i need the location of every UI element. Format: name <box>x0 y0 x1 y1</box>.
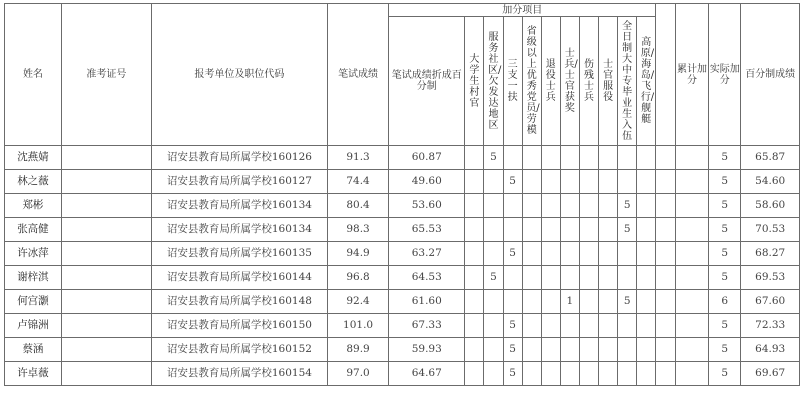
cell-c5 <box>541 362 560 386</box>
header-bonus-5: 退役士兵 <box>541 17 560 146</box>
cell-c2 <box>484 362 503 386</box>
cell-c4 <box>522 362 541 386</box>
cell-c3: 5 <box>503 170 522 194</box>
cell-actual: 5 <box>709 242 741 266</box>
cell-c2 <box>484 338 503 362</box>
cell-actual: 5 <box>709 266 741 290</box>
cell-total <box>675 338 708 362</box>
cell-unit: 诏安县教育局所属学校160126 <box>151 146 327 170</box>
cell-c4 <box>522 290 541 314</box>
cell-c1 <box>465 362 484 386</box>
cell-c2 <box>484 194 503 218</box>
cell-actual: 5 <box>709 314 741 338</box>
cell-total <box>675 266 708 290</box>
cell-c3 <box>503 194 522 218</box>
cell-c10 <box>637 362 656 386</box>
cell-c3 <box>503 290 522 314</box>
cell-final: 67.60 <box>741 290 800 314</box>
cell-c4 <box>522 242 541 266</box>
cell-c3 <box>503 218 522 242</box>
cell-final: 69.67 <box>741 362 800 386</box>
table-body <box>5 4 800 386</box>
cell-written: 91.3 <box>327 146 388 170</box>
cell-c7 <box>579 266 598 290</box>
cell-c1 <box>465 266 484 290</box>
cell-c4 <box>522 218 541 242</box>
cell-c6 <box>560 146 579 170</box>
cell-written: 89.9 <box>327 338 388 362</box>
cell-c9: 5 <box>618 290 637 314</box>
cell-written: 97.0 <box>327 362 388 386</box>
cell-name: 沈燕婧 <box>5 146 62 170</box>
cell-c8 <box>599 218 618 242</box>
cell-c8 <box>599 338 618 362</box>
cell-total <box>675 290 708 314</box>
cell-exam-no <box>61 314 151 338</box>
table-row <box>5 170 800 194</box>
cell-c3: 5 <box>503 314 522 338</box>
cell-c2 <box>484 242 503 266</box>
cell-c3 <box>503 146 522 170</box>
cell-name: 卢锦洲 <box>5 314 62 338</box>
header-spacer <box>656 4 676 146</box>
cell-final: 54.60 <box>741 170 800 194</box>
cell-c9 <box>618 362 637 386</box>
table-row <box>5 218 800 242</box>
cell-final: 69.53 <box>741 266 800 290</box>
cell-c8 <box>599 290 618 314</box>
cell-unit: 诏安县教育局所属学校160134 <box>151 218 327 242</box>
cell-final: 64.93 <box>741 338 800 362</box>
cell-c10 <box>637 314 656 338</box>
cell-c7 <box>579 314 598 338</box>
cell-c10 <box>637 170 656 194</box>
cell-exam-no <box>61 170 151 194</box>
cell-c7 <box>579 194 598 218</box>
cell-exam-no <box>61 266 151 290</box>
cell-spacer <box>656 146 676 170</box>
cell-c4 <box>522 146 541 170</box>
cell-unit: 诏安县教育局所属学校160135 <box>151 242 327 266</box>
cell-c7 <box>579 290 598 314</box>
cell-unit: 诏安县教育局所属学校160127 <box>151 170 327 194</box>
cell-written: 94.9 <box>327 242 388 266</box>
cell-c2 <box>484 218 503 242</box>
cell-pct: 63.27 <box>389 242 465 266</box>
cell-total <box>675 314 708 338</box>
cell-actual: 6 <box>709 290 741 314</box>
cell-c6 <box>560 314 579 338</box>
cell-c1 <box>465 218 484 242</box>
cell-c4 <box>522 170 541 194</box>
cell-c1 <box>465 170 484 194</box>
cell-exam-no <box>61 290 151 314</box>
cell-actual: 5 <box>709 194 741 218</box>
cell-c9 <box>618 242 637 266</box>
header-exam-no: 准考证号 <box>61 4 151 146</box>
cell-spacer <box>656 194 676 218</box>
header-bonus-7: 伤残士兵 <box>579 17 598 146</box>
cell-pct: 53.60 <box>389 194 465 218</box>
header-bonus-group: 加分项目 <box>389 4 656 17</box>
cell-c1 <box>465 338 484 362</box>
cell-c9: 5 <box>618 194 637 218</box>
cell-name: 何宫灏 <box>5 290 62 314</box>
cell-total <box>675 146 708 170</box>
cell-spacer <box>656 242 676 266</box>
header-name: 姓名 <box>5 4 62 146</box>
cell-spacer <box>656 290 676 314</box>
cell-c5 <box>541 266 560 290</box>
cell-c9 <box>618 266 637 290</box>
cell-actual: 5 <box>709 170 741 194</box>
cell-c9 <box>618 338 637 362</box>
cell-name: 谢梓淇 <box>5 266 62 290</box>
cell-spacer <box>656 218 676 242</box>
cell-c5 <box>541 314 560 338</box>
cell-c9 <box>618 170 637 194</box>
cell-exam-no <box>61 242 151 266</box>
cell-c5 <box>541 194 560 218</box>
header-unit: 报考单位及职位代码 <box>151 4 327 146</box>
cell-c10 <box>637 338 656 362</box>
cell-c1 <box>465 146 484 170</box>
cell-name: 许卓薇 <box>5 362 62 386</box>
header-bonus-pct: 笔试成绩折成百分制 <box>389 17 465 146</box>
cell-c5 <box>541 170 560 194</box>
header-bonus-9: 全日制大中专毕业生入伍 <box>618 17 637 146</box>
cell-c7 <box>579 146 598 170</box>
cell-pct: 60.87 <box>389 146 465 170</box>
cell-c4 <box>522 314 541 338</box>
cell-pct: 61.60 <box>389 290 465 314</box>
cell-total <box>675 242 708 266</box>
cell-written: 96.8 <box>327 266 388 290</box>
cell-c7 <box>579 362 598 386</box>
cell-c2: 5 <box>484 266 503 290</box>
score-table <box>4 3 800 386</box>
cell-unit: 诏安县教育局所属学校160154 <box>151 362 327 386</box>
cell-name: 张高健 <box>5 218 62 242</box>
cell-name: 郑彬 <box>5 194 62 218</box>
header-bonus-4: 省级以上优秀党员/劳模 <box>522 17 541 146</box>
cell-c4 <box>522 338 541 362</box>
header-bonus-10: 高原/海岛/飞行/舰艇 <box>637 17 656 146</box>
cell-c6 <box>560 218 579 242</box>
cell-c7 <box>579 338 598 362</box>
cell-written: 92.4 <box>327 290 388 314</box>
cell-c8 <box>599 314 618 338</box>
cell-actual: 5 <box>709 218 741 242</box>
cell-c1 <box>465 194 484 218</box>
cell-c3: 5 <box>503 362 522 386</box>
cell-c5 <box>541 242 560 266</box>
cell-c7 <box>579 218 598 242</box>
cell-pct: 65.53 <box>389 218 465 242</box>
cell-c6 <box>560 338 579 362</box>
cell-c2 <box>484 290 503 314</box>
cell-c2 <box>484 170 503 194</box>
cell-c3: 5 <box>503 242 522 266</box>
table-row <box>5 362 800 386</box>
cell-c6 <box>560 194 579 218</box>
cell-c8 <box>599 266 618 290</box>
cell-spacer <box>656 362 676 386</box>
cell-final: 72.33 <box>741 314 800 338</box>
cell-c6: 1 <box>560 290 579 314</box>
header-bonus-2: 服务社区/欠发达地区 <box>484 17 503 146</box>
cell-pct: 64.53 <box>389 266 465 290</box>
cell-c4 <box>522 266 541 290</box>
table-row <box>5 338 800 362</box>
header-final-score: 百分制成绩 <box>741 4 800 146</box>
cell-written: 74.4 <box>327 170 388 194</box>
cell-c10 <box>637 218 656 242</box>
cell-c8 <box>599 194 618 218</box>
cell-c10 <box>637 242 656 266</box>
cell-c3: 5 <box>503 338 522 362</box>
table-row <box>5 314 800 338</box>
cell-c5 <box>541 146 560 170</box>
header-bonus-1: 大学生村官 <box>465 17 484 146</box>
cell-unit: 诏安县教育局所属学校160150 <box>151 314 327 338</box>
cell-c5 <box>541 290 560 314</box>
cell-c10 <box>637 146 656 170</box>
cell-name: 林之薇 <box>5 170 62 194</box>
cell-c7 <box>579 170 598 194</box>
cell-actual: 5 <box>709 362 741 386</box>
cell-c8 <box>599 146 618 170</box>
header-bonus-6: 士兵/士官获奖 <box>560 17 579 146</box>
cell-c2 <box>484 314 503 338</box>
cell-unit: 诏安县教育局所属学校160134 <box>151 194 327 218</box>
table-row <box>5 194 800 218</box>
cell-c6 <box>560 170 579 194</box>
table-row <box>5 266 800 290</box>
cell-c7 <box>579 242 598 266</box>
cell-exam-no <box>61 362 151 386</box>
cell-total <box>675 218 708 242</box>
cell-c5 <box>541 218 560 242</box>
table-row <box>5 146 800 170</box>
cell-c9 <box>618 146 637 170</box>
cell-pct: 67.33 <box>389 314 465 338</box>
cell-c10 <box>637 194 656 218</box>
table-row <box>5 290 800 314</box>
cell-c3 <box>503 266 522 290</box>
cell-exam-no <box>61 194 151 218</box>
header-bonus-3: 三支一扶 <box>503 17 522 146</box>
table-row <box>5 242 800 266</box>
cell-unit: 诏安县教育局所属学校160152 <box>151 338 327 362</box>
cell-exam-no <box>61 218 151 242</box>
cell-pct: 59.93 <box>389 338 465 362</box>
cell-c8 <box>599 242 618 266</box>
cell-final: 65.87 <box>741 146 800 170</box>
cell-name: 蔡涵 <box>5 338 62 362</box>
cell-c9: 5 <box>618 218 637 242</box>
cell-total <box>675 194 708 218</box>
cell-total <box>675 170 708 194</box>
cell-c6 <box>560 362 579 386</box>
cell-c4 <box>522 194 541 218</box>
cell-written: 101.0 <box>327 314 388 338</box>
cell-exam-no <box>61 146 151 170</box>
cell-unit: 诏安县教育局所属学校160144 <box>151 266 327 290</box>
cell-final: 58.60 <box>741 194 800 218</box>
header-written-score: 笔试成绩 <box>327 4 388 146</box>
cell-exam-no <box>61 338 151 362</box>
cell-c1 <box>465 242 484 266</box>
cell-c5 <box>541 338 560 362</box>
header-row-1 <box>5 4 800 17</box>
cell-written: 98.3 <box>327 218 388 242</box>
cell-pct: 49.60 <box>389 170 465 194</box>
cell-final: 70.53 <box>741 218 800 242</box>
cell-name: 许冰萍 <box>5 242 62 266</box>
cell-c1 <box>465 290 484 314</box>
cell-unit: 诏安县教育局所属学校160148 <box>151 290 327 314</box>
cell-final: 68.27 <box>741 242 800 266</box>
cell-written: 80.4 <box>327 194 388 218</box>
cell-spacer <box>656 314 676 338</box>
header-total-bonus: 累计加分 <box>675 4 708 146</box>
cell-pct: 64.67 <box>389 362 465 386</box>
cell-c6 <box>560 242 579 266</box>
cell-c9 <box>618 314 637 338</box>
cell-spacer <box>656 338 676 362</box>
cell-total <box>675 362 708 386</box>
header-actual-bonus: 实际加分 <box>709 4 741 146</box>
cell-c1 <box>465 314 484 338</box>
cell-c8 <box>599 170 618 194</box>
cell-c2: 5 <box>484 146 503 170</box>
header-bonus-8: 士官服役 <box>599 17 618 146</box>
cell-c10 <box>637 266 656 290</box>
cell-spacer <box>656 266 676 290</box>
cell-c10 <box>637 290 656 314</box>
cell-actual: 5 <box>709 338 741 362</box>
cell-c6 <box>560 266 579 290</box>
cell-actual: 5 <box>709 146 741 170</box>
cell-spacer <box>656 170 676 194</box>
cell-c8 <box>599 362 618 386</box>
